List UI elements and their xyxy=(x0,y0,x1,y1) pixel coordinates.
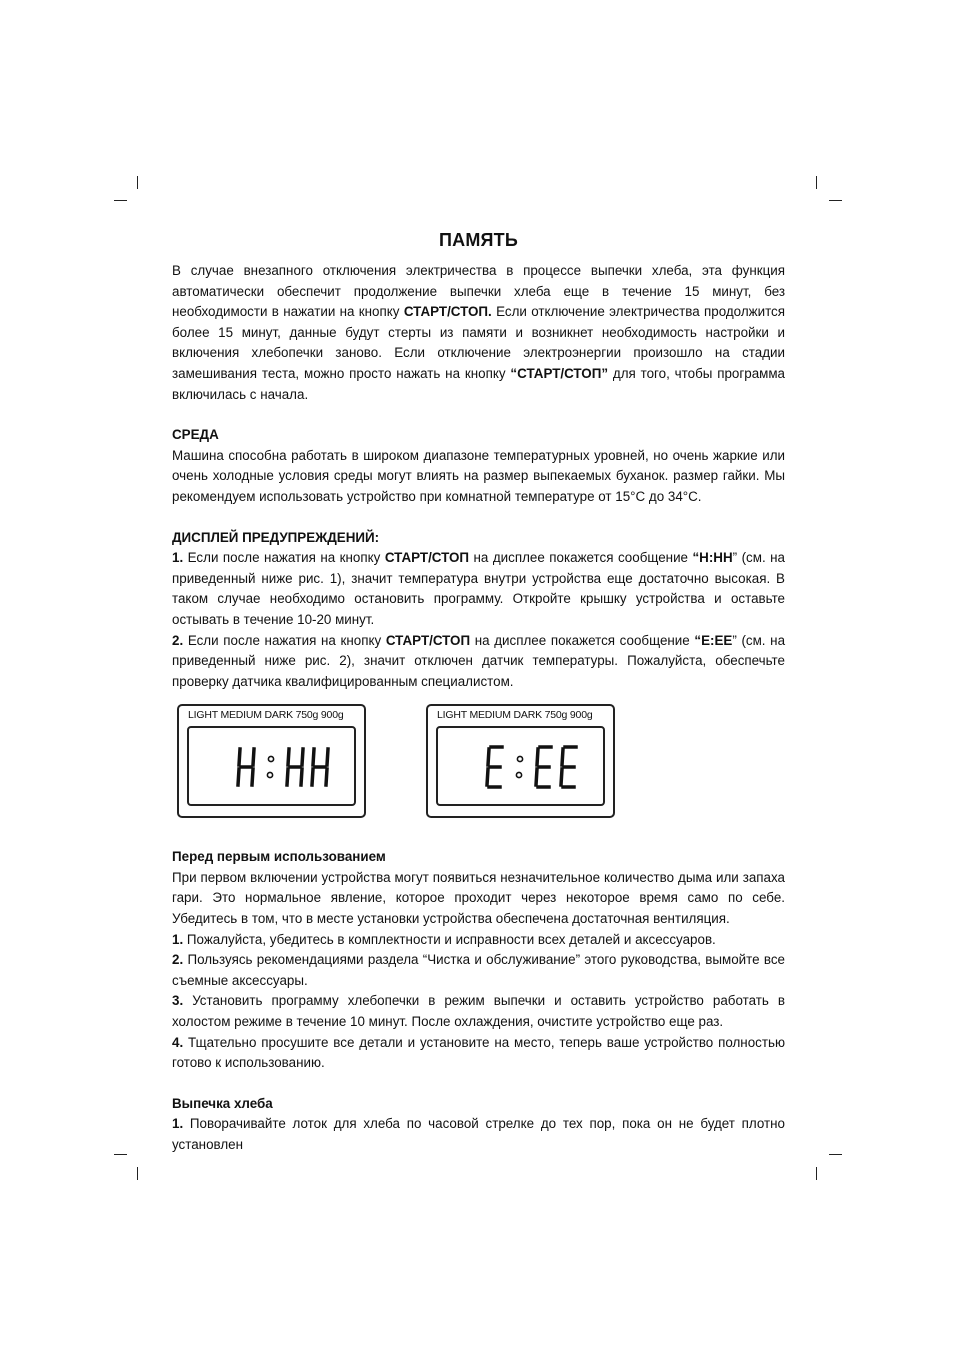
first-use-step-4: 4. Тщательно просушите все детали и установите на место, теперь ваше устройство полностью готово к использованию. xyxy=(172,1034,785,1071)
first-use-step-2: 2. Пользуясь рекомендациями раздела “Чистка и обслуживание” этого руководства, вымойте все съемные аксессуары. xyxy=(172,952,785,988)
crop-mark xyxy=(829,200,842,201)
lcd-labels: LIGHT MEDIUM DARK 750g 900g xyxy=(437,709,593,722)
first-use-step-1: 1. Пожалуйста, убедитесь в комплектности и исправности всех деталей и аксессуаров. xyxy=(172,931,716,947)
lcd-display-figure-2 xyxy=(426,704,615,818)
lcd-labels: LIGHT MEDIUM DARK 750g 900g xyxy=(188,709,344,722)
first-use-heading: Перед первым использованием xyxy=(172,849,386,865)
environment-paragraph: Машина способна работать в широком диапазоне температурных уровней, но очень жаркие или очень холодные условия среды могут влиять на размер выпекаемых буханок. размер гайки. Мы рекомендуем использовать устройство при комнатной температуре от 15°C до 34°C. xyxy=(172,447,785,504)
memory-title: ПАМЯТЬ xyxy=(438,230,518,250)
environment-heading: СРЕДА xyxy=(172,427,219,443)
crop-mark xyxy=(137,176,138,189)
lcd-digits-eeee xyxy=(438,728,603,804)
warnings-heading: ДИСПЛЕЙ ПРЕДУПРЕЖДЕНИЙ: xyxy=(172,529,380,545)
warning-item-2: 2. Если после нажатия на кнопку СТАРТ/СТОП на дисплее покажется сообщение “E:EE” (см. на приведенный ниже рис. 2), значит отключен датчик температуры. Пожалуйста, обеспечьте проверку датчика квалифицированным специалистом. xyxy=(172,632,786,689)
lcd-screen xyxy=(187,726,356,806)
crop-mark xyxy=(114,200,127,201)
crop-mark xyxy=(829,1154,842,1155)
crop-mark xyxy=(816,1167,817,1180)
first-use-step-3: 3. Установить программу хлебопечки в режим выпечки и оставить устройство работать в холостом режиме в течение 10 минут. После охлаждения, очистите устройство еще раз. xyxy=(172,993,785,1030)
warning-item-1: 1. Если после нажатия на кнопку СТАРТ/СТОП на дисплее покажется сообщение “H:HH” (см. на приведенный ниже рис. 1), значит температура внутри устройства еще достаточно высокая. В таком случае необходимо остановить программу. Откройте крышку устройства и оставьте остывать в течение 10-20 минут. xyxy=(172,550,786,627)
lcd-screen xyxy=(436,726,605,806)
crop-mark xyxy=(114,1154,127,1155)
display-figures xyxy=(172,704,785,829)
memory-paragraph: В случае внезапного отключения электричества в процессе выпечки хлеба, эта функция автоматически обеспечит продолжение выпечки хлеба еще в течение 15 минут, без необходимости в нажатии на кнопку СТАРТ/СТОП. Если отключение электричества продолжится более 15 минут, данные будут стерты из памяти и возникнет необходимость настройки и включения хлебопечки заново. Если отключение электроэнергии произошло на стадии замешивания теста, можно просто нажать на кнопку “СТАРТ/СТОП” для того, чтобы программа включилась с начала. xyxy=(172,263,786,402)
baking-step-1: 1. Поворачивайте лоток для хлеба по часовой стрелке до тех пор, пока он не будет плотно установлен xyxy=(172,1116,785,1152)
lcd-display-figure-1 xyxy=(177,704,366,818)
crop-mark xyxy=(137,1167,138,1180)
lcd-digits-hhhh xyxy=(189,728,354,804)
page-content xyxy=(172,230,785,1156)
baking-heading: Выпечка хлеба xyxy=(172,1095,273,1111)
first-use-intro: При первом включении устройства могут появиться незначительное количество дыма или запаха гари. Это нормальное явление, которое проходит через некоторое время само по себе. Убедитесь в том, что в месте установки устройства обеспечена достаточная вентиляция. xyxy=(172,869,785,927)
crop-mark xyxy=(816,176,817,189)
